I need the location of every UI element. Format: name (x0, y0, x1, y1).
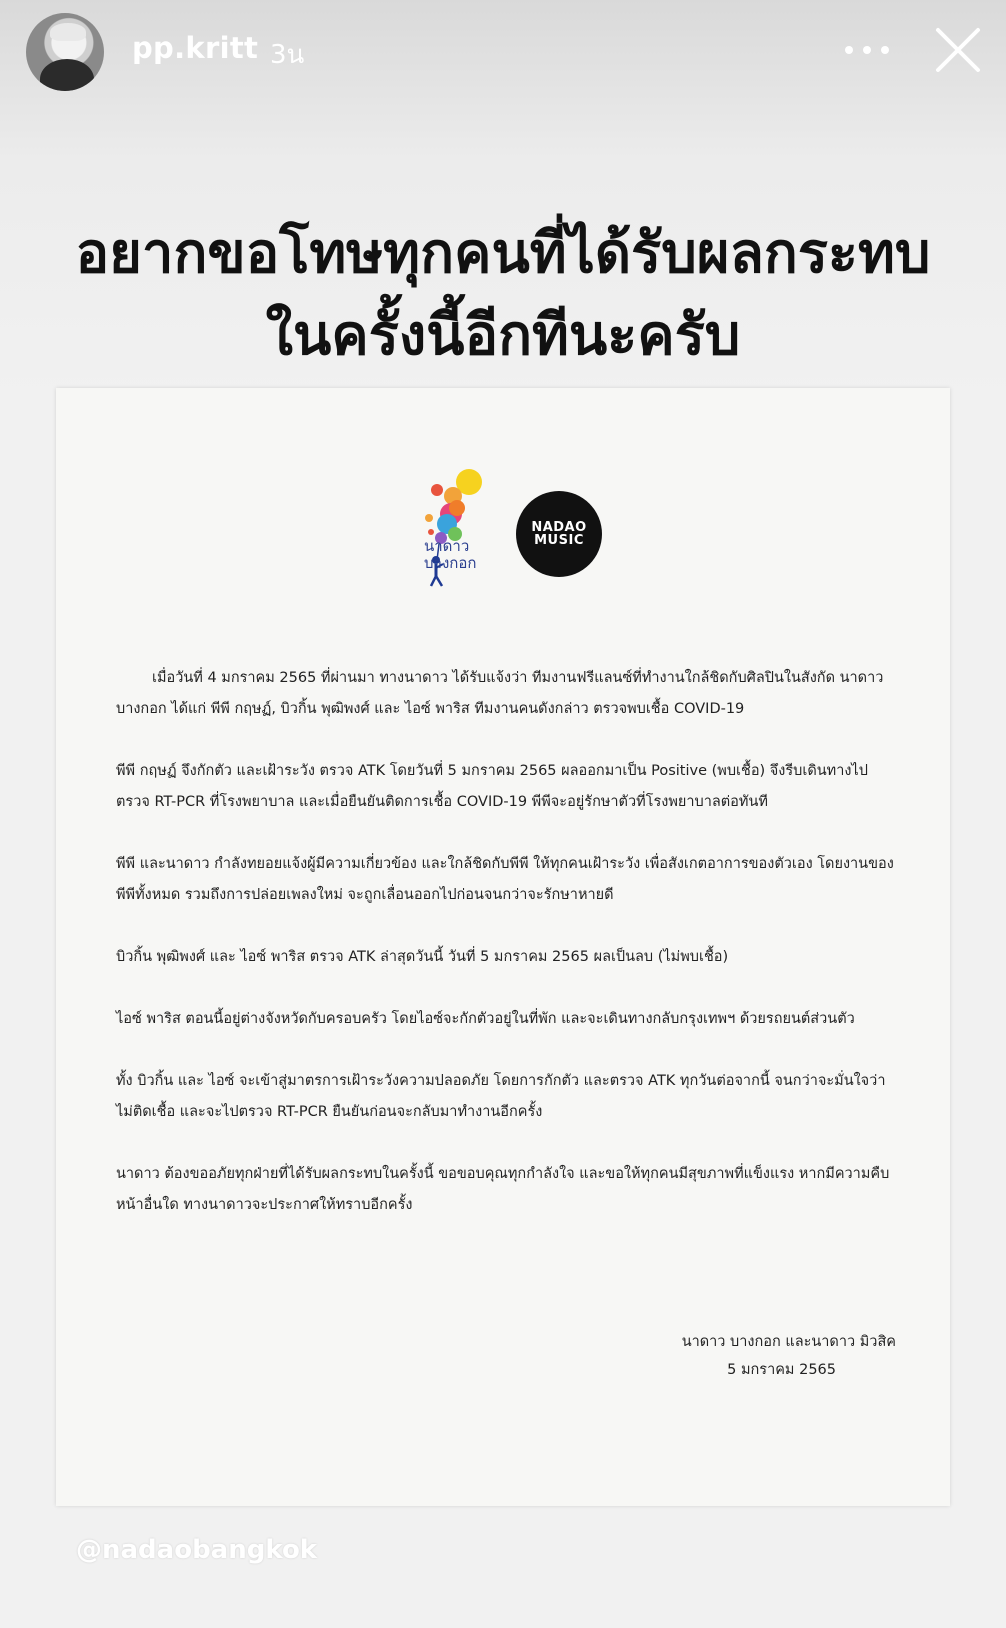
letter-paragraph: บิวกิ้น พุฒิพงศ์ และ ไอซ์ พาริส ตรวจ ATK ล่าสุดวันนี้ วันที่ 5 มกราคม 2565 ผลเป็นลบ (ไม่พบเชื้อ) (116, 949, 729, 965)
logo-line-1: นาดาว (424, 537, 470, 555)
story-headline (30, 213, 976, 377)
signature-name: นาดาว บางกอก และนาดาว มิวสิค (681, 1334, 896, 1350)
signature-date: 5 มกราคม 2565 (727, 1362, 836, 1378)
avatar-hair-shape (50, 23, 86, 41)
mention-sticker[interactable]: @nadaobangkok (76, 1535, 318, 1565)
more-dot (881, 46, 889, 54)
letter-paragraph: เมื่อวันที่ 4 มกราคม 2565 ที่ผ่านมา ทางนาดาว ได้รับแจ้งว่า ทีมงานฟรีแลนซ์ที่ทำงานใกล้ชิดกับศิลปินในสังกัด นาดาว บางกอก ได้แก่ พีพี กฤษฏ์, บิวกิ้น พุฒิพงศ์ และ ไอซ์ พาริส ทีมงานคนดังกล่าว ตรวจพบเชื้อ COVID-19 (116, 670, 884, 717)
nadao-bangkok-logo-text (424, 538, 476, 572)
close-icon[interactable] (932, 24, 984, 76)
letter-signature (616, 1328, 896, 1384)
logo-line-2: บางกอก (424, 554, 477, 572)
avatar-icon[interactable] (26, 13, 104, 91)
letter-body (116, 663, 896, 1252)
music-logo-line-2: MUSIC (534, 533, 584, 548)
more-horizontal-icon[interactable] (845, 40, 889, 60)
nadao-music-logo (516, 491, 602, 577)
post-time: 3น (270, 40, 305, 70)
headline-line-1: อยากขอโทษทุกคนที่ได้รับผลกระทบ (75, 221, 931, 286)
letter-paragraph: นาดาว ต้องขออภัยทุกฝ่ายที่ได้รับผลกระทบในครั้งนี้ ขอขอบคุณทุกกำลังใจ และขอให้ทุกคนมีสุขภาพที่แข็งแรง หากมีความคืบหน้าอื่นใด ทางนาดาวจะประกาศให้ทราบอีกครั้ง (116, 1166, 890, 1213)
music-logo-line-1: NADAO (531, 520, 587, 535)
more-dot (863, 46, 871, 54)
story-header (0, 0, 1006, 110)
letter-paragraph: ไอซ์ พาริส ตอนนี้อยู่ต่างจังหวัดกับครอบครัว โดยไอซ์จะกักตัวอยู่ในที่พัก และจะเดินทางกลับกรุงเทพฯ ด้วยรถยนต์ส่วนตัว (116, 1011, 855, 1027)
avatar-body-shape (40, 59, 94, 91)
letter-paragraph: ทั้ง บิวกิ้น และ ไอซ์ จะเข้าสู่มาตรการเฝ้าระวังความปลอดภัย โดยการกักตัว และตรวจ ATK ทุกวันต่อจากนี้ จนกว่าจะมั่นใจว่าไม่ติดเชื้อ และจะไปตรวจ RT-PCR ยืนยันก่อนจะกลับมาทำงานอีกครั้ง (116, 1073, 886, 1120)
announcement-letter (56, 388, 950, 1506)
letter-paragraph: พีพี กฤษฏ์ จึงกักตัว และเฝ้าระวัง ตรวจ ATK โดยวันที่ 5 มกราคม 2565 ผลออกมาเป็น Positive (พบเชื้อ) จึงรีบเดินทางไปตรวจ RT-PCR ที่โรงพยาบาล และเมื่อยืนยันติดการเชื้อ COVID-19 พีพีจะอยู่รักษาตัวที่โรงพยาบาลต่อทันที (116, 763, 868, 810)
headline-line-2: ในครั้งนี้อีกทีนะครับ (265, 303, 741, 368)
letter-paragraph: พีพี และนาดาว กำลังทยอยแจ้งผู้มีความเกี่ยวข้อง และใกล้ชิดกับพีพี ให้ทุกคนเฝ้าระวัง เพื่อสังเกตอาการของตัวเอง โดยงานของพีพีทั้งหมด รวมถึงการปล่อยเพลงใหม่ จะถูกเลื่อนออกไปก่อนจนกว่าจะรักษาหายดี (116, 856, 894, 903)
more-dot (845, 46, 853, 54)
username[interactable]: pp.kritt (132, 31, 259, 65)
